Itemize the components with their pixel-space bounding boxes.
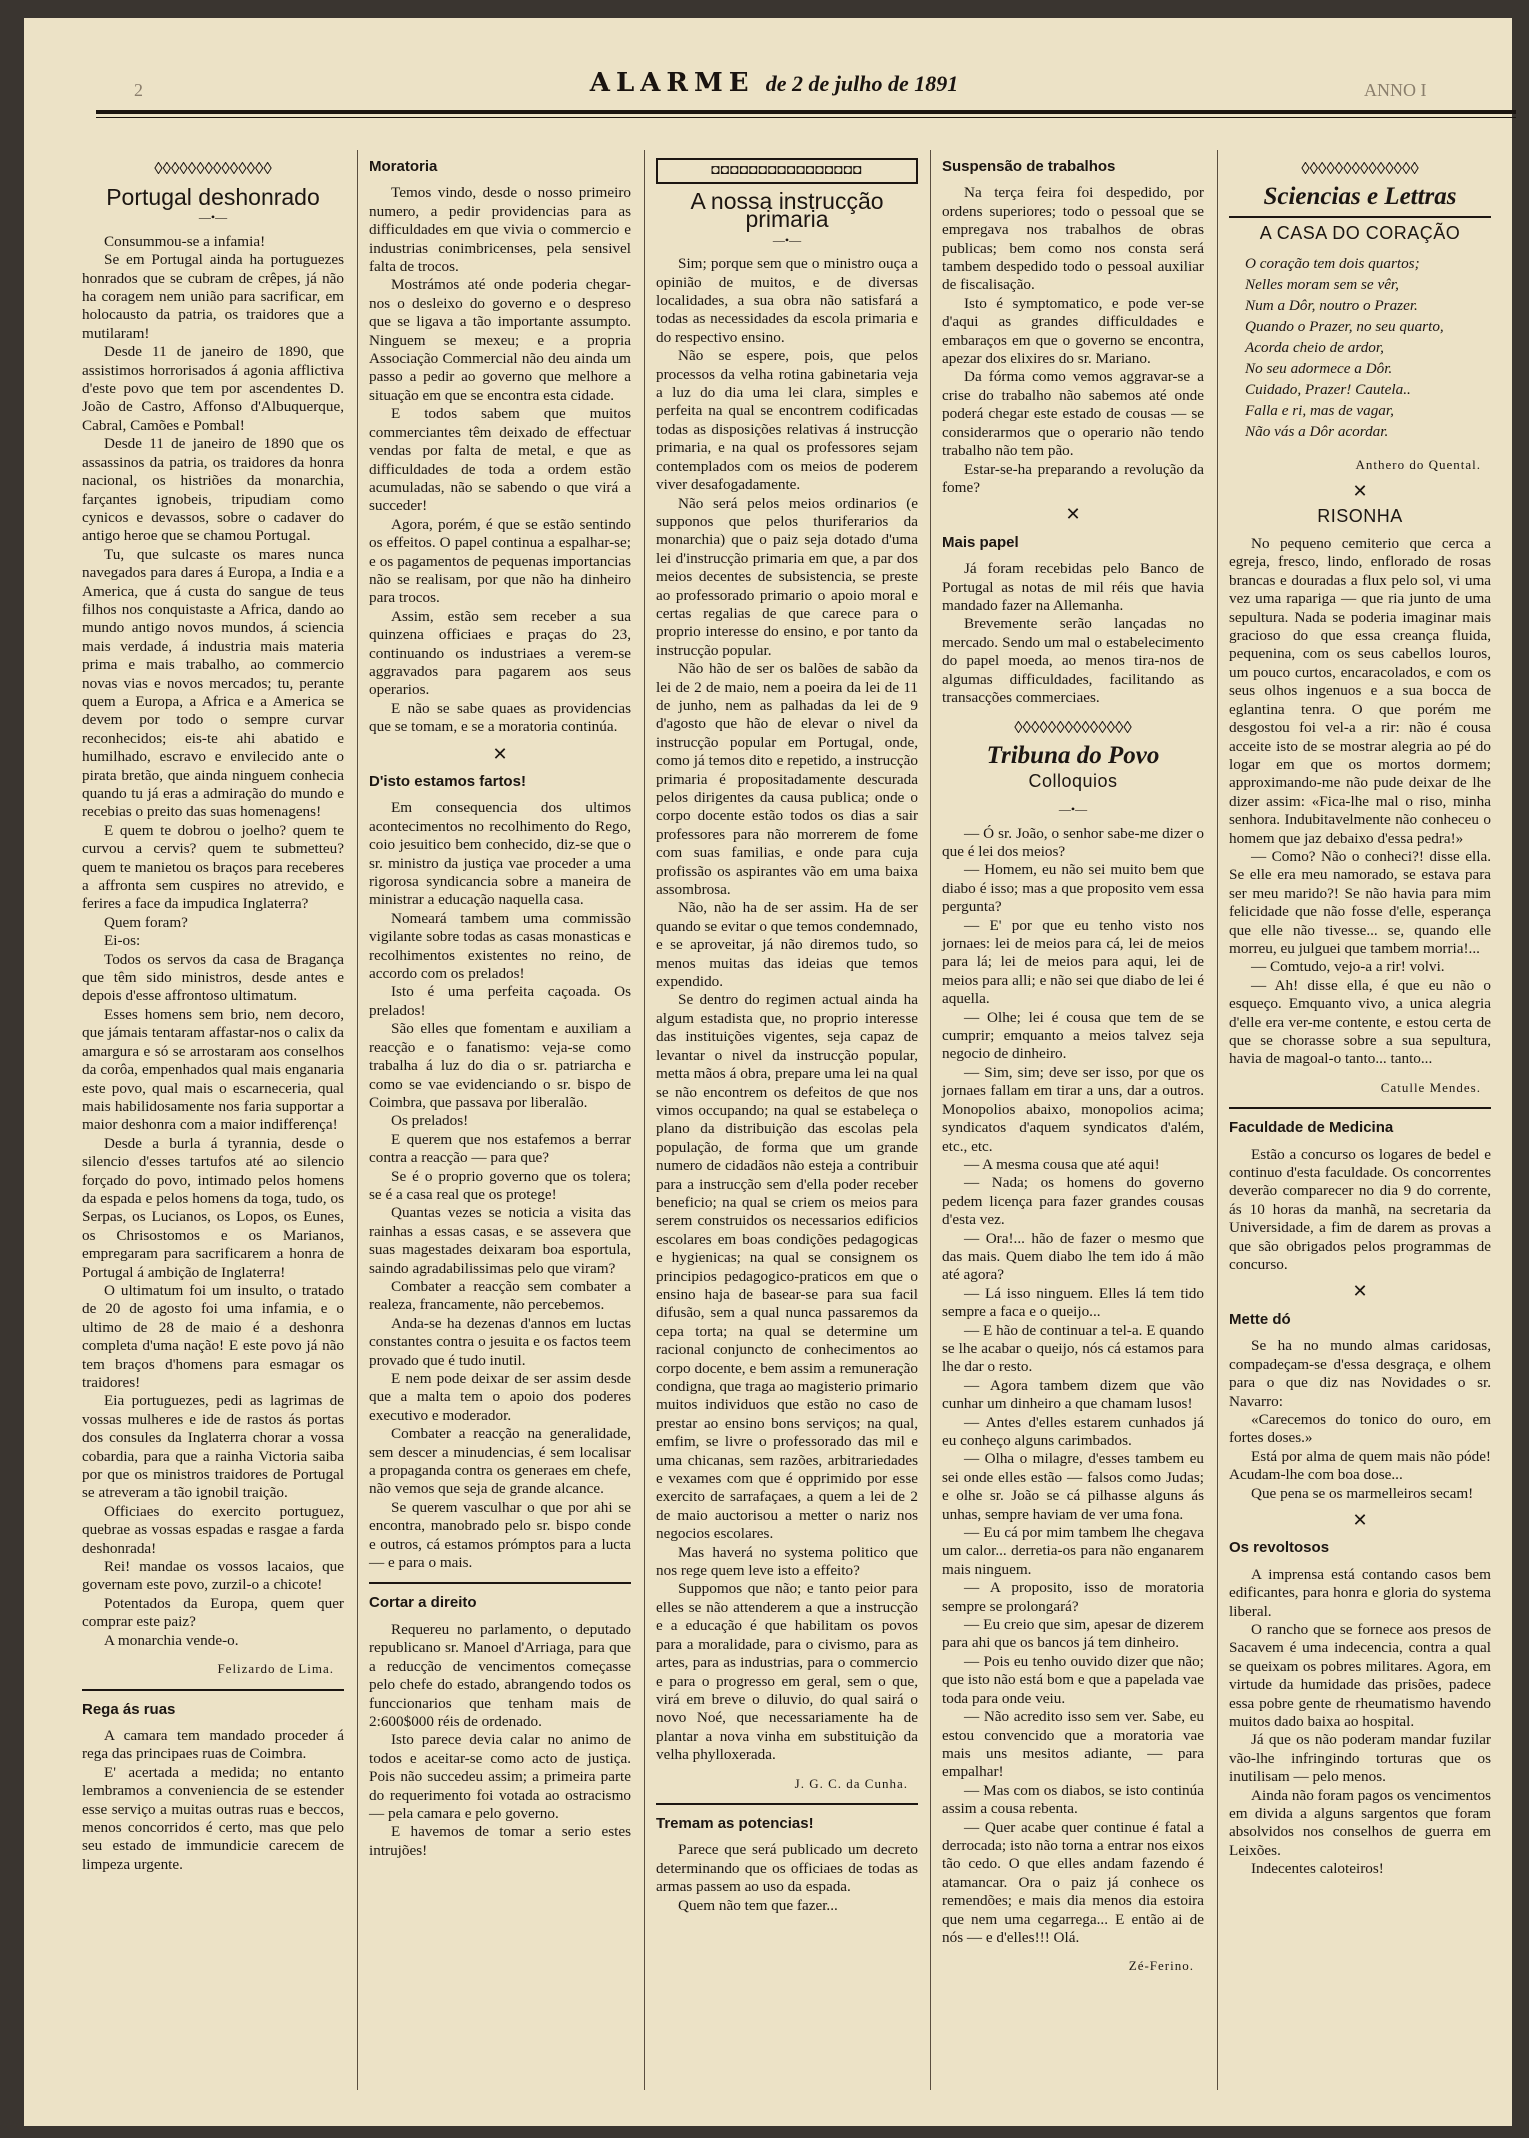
paragraph: Acorda cheio de ardor, (1245, 338, 1384, 356)
article-body (82, 1727, 344, 1874)
masthead-rule (96, 110, 1516, 114)
paragraph: «Carecemos do tonico do ouro, em fortes doses.» (1229, 1410, 1491, 1447)
column-1 (82, 158, 344, 1874)
paragraph: Não hão de ser os balões de sabão da lei de 2 de maio, nem a poeira da lei de 11 de junho, nem as palhadas da lei de 9 d'agosto que hão de elevar o nivel da instrucção popular em Portugal, onde, como já temos dito e repetido, a instrucção primaria é propositadamente descurada pelos dirigentes da causa publica; onde o corpo docente estão todos os dias a sair professores para não morrerem de fome com suas familias, e onde para cuja profissão os aspirantes vão em uma baixa assombrosa. (656, 660, 918, 899)
paragraph: Quantas vezes se noticia a visita das rainhas a essas casas, e se assevera que suas magestades deixaram boa esportula, saindo agradabilissimas pelo que viram? (369, 1204, 631, 1277)
separator-mark: ✕ (1352, 1509, 1368, 1530)
article-body (1229, 535, 1491, 1069)
column-4 (942, 158, 1204, 1980)
paragraph: O rancho que se fornece aos presos de Sacavem é uma indecencia, contra a qual se queixam os pobres militares. Agora, em virtude da humidade das prisões, padece essa pobre gente de rheumatismo havendo muitos dado baixa ao hospital. (1229, 1620, 1491, 1730)
divider-ornament: —•— (198, 210, 228, 225)
paragraph: Não, não ha de ser assim. Ha de ser quando se evitar o que temos condemnado, e se aproveitar, já não diremos tudo, so menos muitas das ideias que temos expendido. (656, 899, 918, 991)
paragraph: Eia portuguezes, pedi as lagrimas de vossas mulheres e ide de rastos ás portas dos consules da Inglaterra chorar a vossa cobardia, para que a rainha Victoria saiba por que os ministros traidores de Portugal se atreveram a tão ignobil traição. (82, 1392, 344, 1502)
paragraph: Não vás a Dôr acordar. (1245, 422, 1389, 440)
paragraph: — Pois eu tenho ouvido dizer que não; que isto não está bom e que a papelada vae toda para onde veiu. (942, 1652, 1204, 1707)
paragraph: A imprensa está contando casos bem edificantes, para honra e gloria do systema liberal. (1229, 1565, 1491, 1620)
page-number-left: 2 (134, 80, 143, 100)
paragraph: — Olhe; lei é cousa que tem de se cumprir; emquanto a meios talvez seja negocio de dinheiro. (942, 1008, 1204, 1063)
paragraph: Se ha no mundo almas caridosas, compadeçam-se d'essa desgraça, e olhem para o que diz nas Novidades o sr. Navarro: (1229, 1337, 1491, 1410)
paragraph: Desde 11 de janeiro de 1890, que assistimos horrorisados á agonia afflictiva d'este povo que tem por ascendentes D. João de Castro, Affonso d'Albuquerque, Cabral, Camões e Pombal! (82, 343, 344, 434)
paragraph: Cuidado, Prazer! Cautela.. (1245, 380, 1411, 398)
article-body (369, 184, 631, 736)
article-body (942, 560, 1204, 707)
column-separator (357, 150, 358, 2090)
masthead-date: de 2 de julho de 1891 (765, 71, 959, 96)
divider-ornament: —•— (772, 232, 802, 247)
paragraph: — Nada; os homens do governo pedem licença para fazer grandes cousas d'esta vez. (942, 1174, 1204, 1229)
article-body (1229, 1566, 1491, 1879)
article-body (942, 184, 1204, 497)
paragraph: — Mas com os diabos, se isto continúa assim a cousa rebenta. (942, 1781, 1204, 1818)
paragraph: — Ora!... hão de fazer o mesmo que das mais. Quem diabo lhe tem ido á mão até agora? (942, 1229, 1204, 1284)
masthead-title: ALARME (589, 68, 755, 98)
article-title: Portugal deshonrado (106, 184, 320, 210)
paragraph: Quem não tem que fazer... (678, 1896, 838, 1914)
section-title: Sciencias e Lettras (1263, 183, 1457, 210)
article-title: Cortar a direito (369, 1594, 477, 1612)
paragraph: Nelles moram sem se vêr, (1245, 275, 1399, 293)
paragraph: Combater a reacção na generalidade, sem descer a minudencias, é sem localisar a propaganda contra os generaes em chefe, não vemos que seja de grande alcance. (369, 1425, 631, 1498)
ornament-row: ◊◊◊◊◊◊◊◊◊◊◊◊◊◊ (154, 159, 272, 178)
ornament-box: ◘◘◘◘◘◘◘◘◘◘◘◘◘◘◘◘ (656, 158, 918, 184)
paragraph: Em consequencia dos ultimos acontecimentos no recolhimento do Rego, coio jesuitico bem conhecido, diz-se que o sr. ministro da justiça vae proceder a uma rigorosa syndicancia sobre a maneira de ministrar a educação naquella casa. (369, 799, 631, 909)
paragraph: Se dentro do regimen actual ainda ha algum estadista que, no proprio interesse das instituições vigentes, seja capaz de levantar o nivel da instrucção popular, metta mãos á obra, prepare uma lei na qual se não encontrem os defeitos de que nos vimos occupando; na qual se estabeleça o plano da distribuição das escolas pela população, de forma que um grande numero de cidadãos não esteja a contribuir para a instrucção sem d'ella poder receber beneficio; na qual se criem os meios para serem construidos os necessarios edificios escolares em boas condições pedagogicas e hygienicas; na qual se consignem os principios pedagogico-praticos em que o ensino haja de basear-se para sua facil difusão, sem a qual nunca passaremos da cepa torta; na qual se determine um racional conjuncto de conhecimentos ao corpo docente, e bem assim a remuneração condigna, que traga ao magisterio primario muitos individuos que estão no caso de prestar ao ensino bons serviços; na qual, emfim, se livre o professorado das mil e uma chicanas, sem razões, arbitrariedades e vexames com que é opprimido por esse exercito de sarrafaçaes, a quem a lei de 2 de maio auctorisou a metter o nariz nos negocios escolares. (656, 991, 918, 1543)
article-body (942, 825, 1204, 1948)
column-2 (369, 158, 631, 1860)
article-body (369, 799, 631, 1572)
paragraph: Da fórma como vemos aggravar-se a crise do trabalho não sabemos até onde poderá chegar este estado de cousas — se considerarmos que o operario não tendo trabalho não tem pão. (942, 368, 1204, 460)
column-3 (656, 158, 918, 1915)
paragraph: A camara tem mandado proceder á rega das principaes ruas de Coimbra. (82, 1726, 344, 1763)
divider-ornament: —•— (1058, 802, 1088, 817)
paragraph: Potentados da Europa, quem quer comprar este paiz? (82, 1594, 344, 1631)
paragraph: Parece que será publicado um decreto determinando que os officiaes de todas as armas passem ao uso da espada. (656, 1841, 918, 1896)
year-left-label: ANNO I (1364, 80, 1427, 100)
article-title: Rega ás ruas (82, 1700, 176, 1718)
paragraph: Se em Portugal ainda ha portuguezes honrados que se cubram de crêpes, já não ha coragem nem união para sacrificar, em holocausto da patria, os traidores que a mutilaram! (82, 251, 344, 342)
paragraph: São elles que fomentam e auxiliam a reacção e o fanatismo: veja-se como trabalha á luz do dia o sr. patriarcha e como se vae evidenciando o sr. bispo de Coimbra, que passava por liberalão. (369, 1020, 631, 1111)
article-body (1229, 1146, 1491, 1275)
article-title: Suspensão de trabalhos (942, 158, 1116, 175)
paragraph: Isto é uma perfeita caçoada. Os prelados! (369, 983, 631, 1019)
paragraph: Que pena se os marmelleiros secam! (1251, 1484, 1474, 1502)
paragraph: Os prelados! (391, 1112, 469, 1130)
newspaper-page (24, 18, 1512, 2126)
article-title: Os revoltosos (1229, 1539, 1330, 1557)
article-signature: Felizardo de Lima. (217, 1661, 334, 1677)
masthead-rule-thin (96, 117, 1516, 118)
article-signature: Zé-Ferino. (1128, 1958, 1194, 1974)
article-title: A nossa instrucção primaria (690, 188, 884, 233)
article-body (369, 1621, 631, 1860)
paragraph: Isto é symptomatico, e pode ver-se d'aqui as grandes difficuldades e embaraços em que o governo se encontra, apezar dos elixires do sr. Mariano. (942, 294, 1204, 368)
article-body (82, 233, 344, 1650)
paragraph: Consummou-se a infamia! (104, 232, 266, 250)
article-title: Faculdade de Medicina (1229, 1119, 1394, 1137)
section-rule (656, 1803, 918, 1805)
paragraph: Falla e ri, mas de vagar, (1245, 401, 1394, 419)
article-title: RISONHA (1317, 505, 1403, 526)
paragraph: Agora, porém, é que se estão sentindo os effeitos. O papel continua a espalhar-se; e os pagamentos de pequenas importancias não se realisam, por que não ha dinheiro para trocos. (369, 515, 631, 607)
paragraph: Nomeará tambem uma commissão vigilante sobre todas as casas monasticas e recolhimentos existentes no reino, de accordo com os prelados! (369, 909, 631, 983)
paragraph: E querem que nos estafemos a berrar contra a reacção — para que? (369, 1130, 631, 1167)
paragraph: Num a Dôr, noutro o Prazer. (1245, 296, 1418, 314)
article-signature: Catulle Mendes. (1380, 1079, 1481, 1095)
paragraph: Quando o Prazer, no seu quarto, (1245, 317, 1444, 335)
article-body (1229, 1337, 1491, 1503)
paragraph: Não se espere, pois, que pelos processos da velha rotina gabinetaria veja a luz do dia uma lei clara, simples e perfeita na qual se encontrem codificadas todas as disposições relativas á instrucção primaria, e na qual os professores sejam contemplados com os meios de poderem viver desafogadamente. (656, 347, 918, 494)
paragraph: Anda-se ha dezenas d'annos em luctas constantes contra o jesuita e os factos teem provado que é tudo inutil. (369, 1314, 631, 1369)
column-separator (1217, 150, 1218, 2090)
article-signature: J. G. C. da Cunha. (794, 1775, 908, 1791)
paragraph: Mas haverá no systema politico que nos rege quem leve isto a effeito? (656, 1543, 918, 1580)
section-rule (369, 1582, 631, 1584)
paragraph: Combater a reacção sem combater a realeza, francamente, não percebemos. (369, 1277, 631, 1314)
paragraph: — A mesma cousa que até aqui! (964, 1155, 1160, 1173)
paragraph: Já que os não poderam mandar fuzilar vão-lhe infringindo torturas que os inutilisam — pelo menos. (1229, 1731, 1491, 1786)
article-title: Moratoria (369, 158, 438, 175)
masthead (84, 68, 1464, 108)
paragraph: Está por alma de quem mais não póde! Acudam-lhe com boa dose... (1229, 1447, 1491, 1484)
paragraph: — Ah! disse ella, é que eu não o esqueço. Emquanto vivo, a unica alegria d'elle era ver-me contente, e estou certa de que se chorasse sobre a sua sepultura, havia de magoal-o tanto... tanto... (1229, 976, 1491, 1068)
paragraph: Suppomos que não; e tanto peior para elles se não attenderem a que a instrucção e a educação é que habilitam os povos para a moralidade, para o civismo, para as artes, para as industrias, para o commercio e para o progresso em geral, sem o que, virá em breve o diluvio, do qual sairá o novo Noé, que necessariamente ha de plantar a nova vinha em substituição da velha phylloxerada. (656, 1580, 918, 1764)
paragraph: Estar-se-ha preparando a revolução da fome? (942, 460, 1204, 496)
section-rule (1229, 216, 1491, 218)
paragraph: Quem foram? (104, 913, 188, 931)
paragraph: — Não acredito isso sem ver. Sabe, eu estou convencido que a moratoria vae mais uns mesitos adiante, — para empalhar! (942, 1708, 1204, 1781)
article-title: Colloquios (1028, 770, 1118, 791)
paragraph: — Quer acabe quer continue é fatal a derrocada; isto não torna a entrar nos eixos tão cedo. O que elles andam fazendo é atamancar. Ora o paiz já conhece os remendões; e mais dia menos dia estoira que nem uma cegarrega... E então ai de nós — e d'elles!!! Olá. (942, 1818, 1204, 1946)
paragraph: Ainda não foram pagos os vencimentos em divida a alguns sargentos que foram absolvidos nos conselhos de guerra em Leixões. (1229, 1786, 1491, 1859)
poem-body (1245, 253, 1491, 442)
paragraph: Desde 11 de janeiro de 1890 que os assassinos da patria, os traidores da honra nacional, os histriões da monarchia, farçantes ignobeis, tripudiam como cynicos e devassos, sobre o cadaver do antigo heroe que se chamou Portugal. (82, 435, 344, 545)
paragraph: — Eu cá por mim tambem lhe chegava um calor... derretia-os para não enganarem mais ninguem. (942, 1524, 1204, 1578)
paragraph: — Eu creio que sim, apesar de dizerem para ahi que os bancos já tem dinheiro. (942, 1616, 1204, 1652)
paragraph: — Sim, sim; deve ser isso, por que os jornaes fallam em tirar a uns, dar a outros. Monopolios abaixo, monopolios acima; syndicatos d'aquem syndicatos d'além, etc., etc. (942, 1063, 1204, 1155)
article-title: D'isto estamos fartos! (369, 773, 526, 790)
paragraph: Todos os servos da casa de Bragança que têm sido ministros, desde antes e depois d'esse affrontoso ultimatum. (82, 950, 344, 1005)
poem-title: A CASA DO CORAÇÃO (1259, 223, 1461, 244)
paragraph: — Antes d'elles estarem cunhados já eu conheço alguns carimbados. (942, 1413, 1204, 1449)
article-body (656, 1841, 918, 1915)
paragraph: No pequeno cemiterio que cerca a egreja, fresco, lindo, enflorado de rosas brancas e douradas a flux pelo sol, vi uma vez uma rapariga — que ria junto de uma sepultura. Nada se poderia imaginar mais gracioso do que essa creança fluida, pequenina, com os seus cabellos louros, um pouco curtos, encaracolados, e com os seus olhos ingenuos e a sua bocca de eglantina tenra. O que porém me desgostou foi vel-a a rir: não é cousa acceite isto de se mostrar alegria ao pé do logar em que os mortos dormem; approximando-me não pude deixar de lhe dizer assim: «Fica-lhe mal o riso, minha senhora. Indubitavelmente não conheceu o homem que jaz debaixo d'essa pedra!» (1229, 535, 1491, 847)
paragraph: Temos vindo, desde o nosso primeiro numero, a pedir providencias para as difficuldades em que vivia o commercio e industrias conimbricenses, pela sensivel falta de trocos. (369, 184, 631, 276)
paragraph: Se querem vasculhar o que por ahi se encontra, manobrado pelo sr. bispo conde e outros, cá estamos prómptos para a lucta — e para o mais. (369, 1498, 631, 1572)
paragraph: E' acertada a medida; no entanto lembramos a conveniencia de se estender esse serviço a muitas outras ruas e beccos, menos concorridos é certo, mas que pelo seu estado de immundicie carecem de limpeza urgente. (82, 1763, 344, 1873)
article-title: Tremam as potencias! (656, 1814, 814, 1832)
paragraph: — E' por que eu tenho visto nos jornaes: lei de meios para cá, lei de meios para lá; lei de meios para aqui, lei de meios para alli; e não sei que diabo de lei é aquella. (942, 916, 1204, 1008)
paragraph: — E hão de continuar a tel-a. E quando se lhe acabar o queijo, nós cá estamos para lhe dar o resto. (942, 1321, 1204, 1376)
paragraph: Rei! mandae os vossos lacaios, que governam este povo, zurzil-o a chicote! (82, 1558, 344, 1594)
paragraph: Ei-os: (104, 932, 141, 950)
paragraph: No seu adormece a Dôr. (1245, 359, 1393, 377)
paragraph: Desde a burla á tyrannia, desde o silencio d'esses tartufos até ao silencio forçado do povo, intimado pelos homens da espada e pelos homens da toga, tudo, os Serpas, os Lucianos, os Lopos, os Eunes, os Chrisostomos e os Marianos, empregaram para sacrificarem a honra de Portugal á ambição de Inglaterra! (82, 1134, 344, 1281)
paragraph: — Comtudo, vejo-a a rir! volvi. (1251, 958, 1445, 976)
paragraph: — Ó sr. João, o senhor sabe-me dizer o que é lei dos meios? (942, 824, 1204, 860)
paragraph: Na terça feira foi despedido, por ordens superiores; todo o pessoal que se empregava nos trabalhos de obras publicas; bem como nos consta será tambem despedido todo o pessoal auxiliar de fiscalisação. (942, 184, 1204, 294)
paragraph: — Lá isso ninguem. Elles lá tem tido sempre a faca e o queijo... (942, 1284, 1204, 1321)
paragraph: — A proposito, isso de moratoria sempre se prolongará? (942, 1579, 1204, 1615)
paragraph: Sim; porque sem que o ministro ouça a opinião de muitos, e de diversas localidades, a sua obra não satisfará a todas as necessidades da escola primaria e do respectivo ensino. (656, 255, 918, 346)
paragraph: Assim, estão sem receber a sua quinzena officiaes e praças do 23, continuando os industriaes a verem-se aggravados para pagarem aos seus operarios. (369, 607, 631, 699)
separator-mark: ✕ (1065, 504, 1081, 525)
paragraph: — Como? Não o conheci?! disse ella. Se elle era meu namorado, se estava para ser meu marido?! Se não havia para mim felicidade que não fosse d'elle, esperança que elle não tivesse... se, quando elle morreu, eu julguei que tambem morria!... (1229, 847, 1491, 957)
paragraph: Officiaes do exercito portuguez, quebrae as vossas espadas e rasgae a farda deshonrada! (82, 1502, 344, 1557)
paragraph: Isto parece devia calar no animo de todos e aceitar-se como acto de justiça. Pois não succedeu assim; a primeira parte do requerimento foi votada ao ostracismo — pela camara e pelo governo. (369, 1731, 631, 1822)
paragraph: Tu, que sulcaste os mares nunca navegados para dares á Europa, a India e a America, que á custa do sangue de teus filhos nos conquistaste a Africa, dando ao mundo antigo novos mundos, á sciencia mais verdade, á industria mais materia prima e mais trabalho, ao commercio novas vias e novos mercados; tu, perante quem a Europa, a Africa e a America se devem por todo o sempre curvar reconhecidos; eis-te ahi abatido e humilhado, escravo e envilecido ante o pirata bretão, que ainda ninguem conhecia quando tu já eras a admiração do mundo e recebias o preito das suas homenagens! (82, 545, 344, 821)
article-body (656, 255, 918, 1764)
column-5 (1229, 158, 1491, 1879)
paragraph: Estão a concurso os logares de bedel e continuo d'esta faculdade. Os concorrentes deverão comparecer no dia 9 do corrente, ás 10 horas da manhã, na secretaria da Universidade, a fim de darem as provas a que são obrigados pelos programmas de concurso. (1229, 1145, 1491, 1274)
section-rule (82, 1689, 344, 1691)
paragraph: Indecentes caloteiros! (1251, 1860, 1384, 1878)
paragraph: Já foram recebidas pelo Banco de Portugal as notas de mil réis que havia mandado fazer na Allemanha. (942, 560, 1204, 614)
column-separator (644, 150, 645, 2090)
paragraph: E havemos de tomar a serio estes intrujões! (369, 1823, 631, 1859)
paragraph: E nem pode deixar de ser assim desde que a malta tem o apoio dos poderes executivo e moderador. (369, 1370, 631, 1424)
paragraph: E quem te dobrou o joelho? quem te curvou a cervis? quem te submetteu? quem te manietou os braços para receberes a affronta sem cuspires no atrevido, e ferires a face da impudica Inglaterra? (82, 821, 344, 913)
separator-mark: ✕ (1352, 1281, 1368, 1302)
ornament-row: ◊◊◊◊◊◊◊◊◊◊◊◊◊◊ (1014, 718, 1132, 738)
paragraph: Brevemente serão lançadas no mercado. Sendo um mal o estabelecimento do papel moeda, ao menos tira-nos de algumas difficuldades, facilitando as transacções commerciaes. (942, 615, 1204, 706)
poem-author: Anthero do Quental. (1355, 456, 1481, 472)
ornament-row: ◊◊◊◊◊◊◊◊◊◊◊◊◊◊ (1301, 159, 1419, 178)
paragraph: Esses homens sem brio, nem decoro, que jámais tentaram affastar-nos o calix da amargura e só se arrostaram aos conselhos da corôa, empenhados qual mais enganaria este povo, qual mais o escarneceria, qual mais habilidosamente nos faria supportar a maior deshonra com a maior indifferença! (82, 1005, 344, 1134)
separator-mark: ✕ (492, 743, 508, 764)
paragraph: Requereu no parlamento, o deputado republicano sr. Manoel d'Arriaga, para que a reducção de vencimentos começasse pelo chefe do estado, abrangendo todos os funccionarios que tenham mais de 2:600$000 réis de ordenado. (369, 1620, 631, 1730)
paragraph: E todos sabem que muitos commerciantes têm deixado de effectuar vendas por falta de metal, e que as difficuldades de toda a ordem estão acumuladas, não se sabendo o que virá a succeder! (369, 405, 631, 515)
paragraph: Mostrámos até onde poderia chegar-nos o desleixo do governo e o despreso que se ligava a tão importante assumpto. Ninguem se mexeu; e a propria Associação Commercial não deu ainda um passo a pedir ao governo que melhore a situação em que se encontra esta cidade. (369, 276, 631, 404)
separator-mark: ✕ (1352, 481, 1368, 502)
article-title: Mette dó (1229, 1310, 1291, 1328)
paragraph: A monarchia vende-o. (104, 1631, 239, 1649)
paragraph: O ultimatum foi um insulto, o tratado de 20 de agosto foi uma infamia, e o ultimo de 28 de maio é a deshonra completa d'uma nação! E este povo já não tem braços d'homens para esmagar os traidores! (82, 1281, 344, 1391)
section-title: Tribuna do Povo (986, 742, 1160, 770)
paragraph: O coração tem dois quartos; (1245, 254, 1420, 272)
column-separator (930, 150, 931, 2090)
paragraph: — Agora tambem dizem que vão cunhar um dinheiro a que chamam lusos! (942, 1376, 1204, 1413)
article-title: Mais papel (942, 533, 1019, 551)
paragraph: E não se sabe quaes as providencias que se tomam, e se a moratoria continúa. (369, 699, 631, 736)
paragraph: Se é o proprio governo que os tolera; se é a casa real que os protege! (369, 1167, 631, 1203)
paragraph: — Olha o milagre, d'esses tambem eu sei onde elles estão — falsos como Judas; e olhe sr. João se cá pilhasse alguns ás unhas, sempre haviam de ver uma fona. (942, 1450, 1204, 1523)
section-rule (1229, 1107, 1491, 1109)
paragraph: Não será pelos meios ordinarios (e supponos que pelos thuriferarios da monarchia) que o paiz seja dotado d'uma lei d'instrucção primaria em que, a par dos meios decentes de subsistencia, se preste ao professorado primario o apoio moral e certas regalias de que carece para o proprio interesse do ensino, e por tanto da instrucção popular. (656, 494, 918, 659)
paragraph: — Homem, eu não sei muito bem que diabo é isso; mas a que proposito vem essa pergunta? (942, 861, 1204, 916)
